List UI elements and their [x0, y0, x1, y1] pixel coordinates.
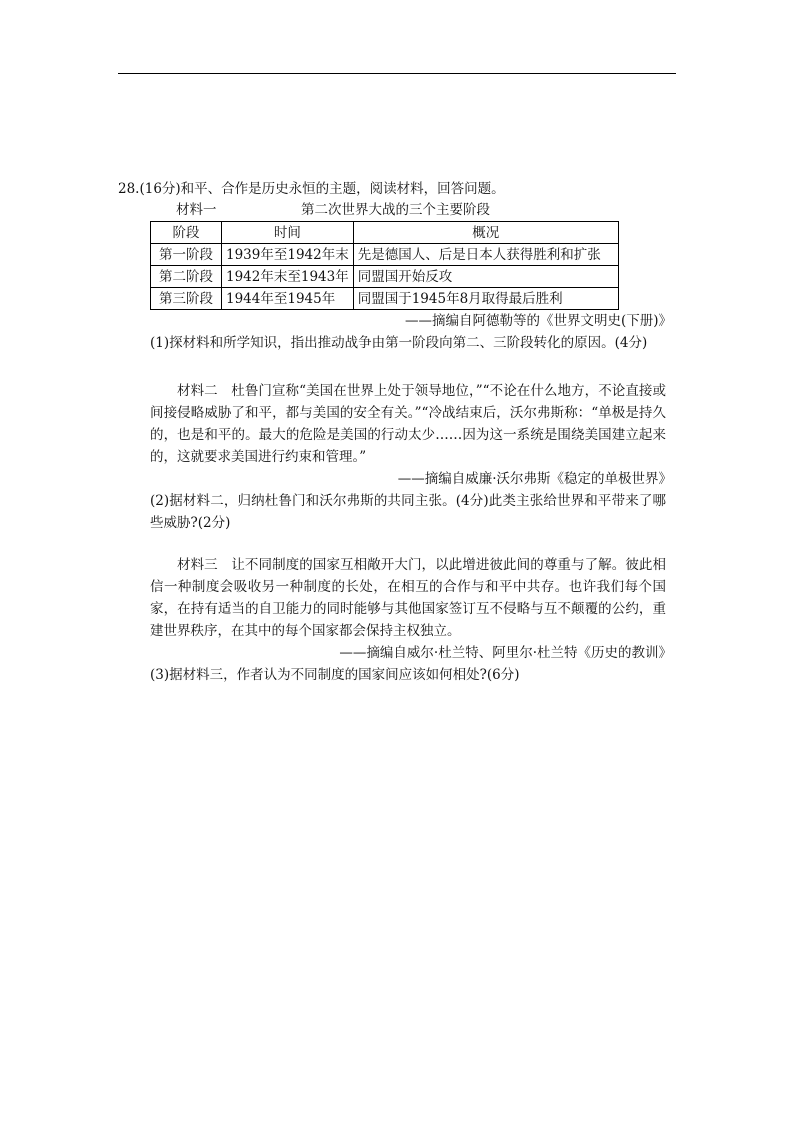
table-header-row	[151, 222, 619, 244]
material1-heading	[118, 200, 678, 221]
table-cell: 第二阶段	[151, 266, 222, 288]
table-cell: 1944年至1945年	[222, 288, 354, 310]
table-header-cell: 时间	[222, 222, 354, 244]
material1-label: 材料一	[176, 202, 217, 218]
question-part-2: (2)据材料二，归纳杜鲁门和沃尔弗斯的共同主张。(4分)此类主张给世界和平带来了哪些威胁?(2分)	[150, 493, 666, 531]
table-row	[151, 244, 619, 266]
table-cell: 同盟国开始反攻	[353, 266, 618, 288]
question-part-3: (3)据材料三，作者认为不同制度的国家间应该如何相处?(6分)	[150, 667, 520, 683]
table-cell: 先是德国人、后是日本人获得胜利和扩张	[353, 244, 618, 266]
table-cell: 第一阶段	[151, 244, 222, 266]
question-part-1: (1)探材料和所学知识，指出推动战争由第一阶段向第二、三阶段转化的原因。(4分)	[150, 335, 648, 351]
material3-text: 材料三 让不同制度的国家互相敞开大门，以此增进彼此间的尊重与了解。彼此相信一种制度会吸收另一种制度的长处，在相互的合作与和平中共存。也许我们每个国家，在持有适当的自卫能力的同时能够与其他国家签订互不侵略与互不颠覆的公约，重建世界秩序，在其中的每个国家都会保持主权独立。	[150, 557, 666, 639]
material2-source: ——摘编自威廉·沃尔弗斯《稳定的单极世界》	[397, 471, 672, 487]
question-block	[118, 178, 678, 686]
stages-table	[150, 221, 619, 310]
table-row	[151, 288, 619, 310]
table-cell: 第三阶段	[151, 288, 222, 310]
table-header-cell: 阶段	[151, 222, 222, 244]
table-cell: 1942年末至1943年	[222, 266, 354, 288]
material1-source: ——摘编自阿德勒等的《世界文明史(下册)》	[404, 313, 672, 329]
table-header-cell: 概况	[353, 222, 618, 244]
table-cell: 1939年至1942年末	[222, 244, 354, 266]
material2-text: 材料二 杜鲁门宣称“美国在世界上处于领导地位，”“不论在什么地方，不论直接或间接侵略威胁了和平，都与美国的安全有关。”“冷战结束后，沃尔弗斯称：“单极是持久的，也是和平的。最大的危险是美国的行动太少……因为这一系统是围绕美国建立起来的，这就要求美国进行约束和管理。”	[150, 383, 666, 465]
table-cell: 同盟国于1945年8月取得最后胜利	[353, 288, 618, 310]
material1-table-title: 第二次世界大战的三个主要阶段	[301, 202, 490, 218]
question-title: 28.(16分)和平、合作是历史永恒的主题，阅读材料，回答问题。	[118, 181, 505, 197]
material3-source: ——摘编自威尔·杜兰特、阿里尔·杜兰特《历史的教训》	[339, 645, 672, 661]
header-rule	[118, 73, 676, 74]
table-row	[151, 266, 619, 288]
